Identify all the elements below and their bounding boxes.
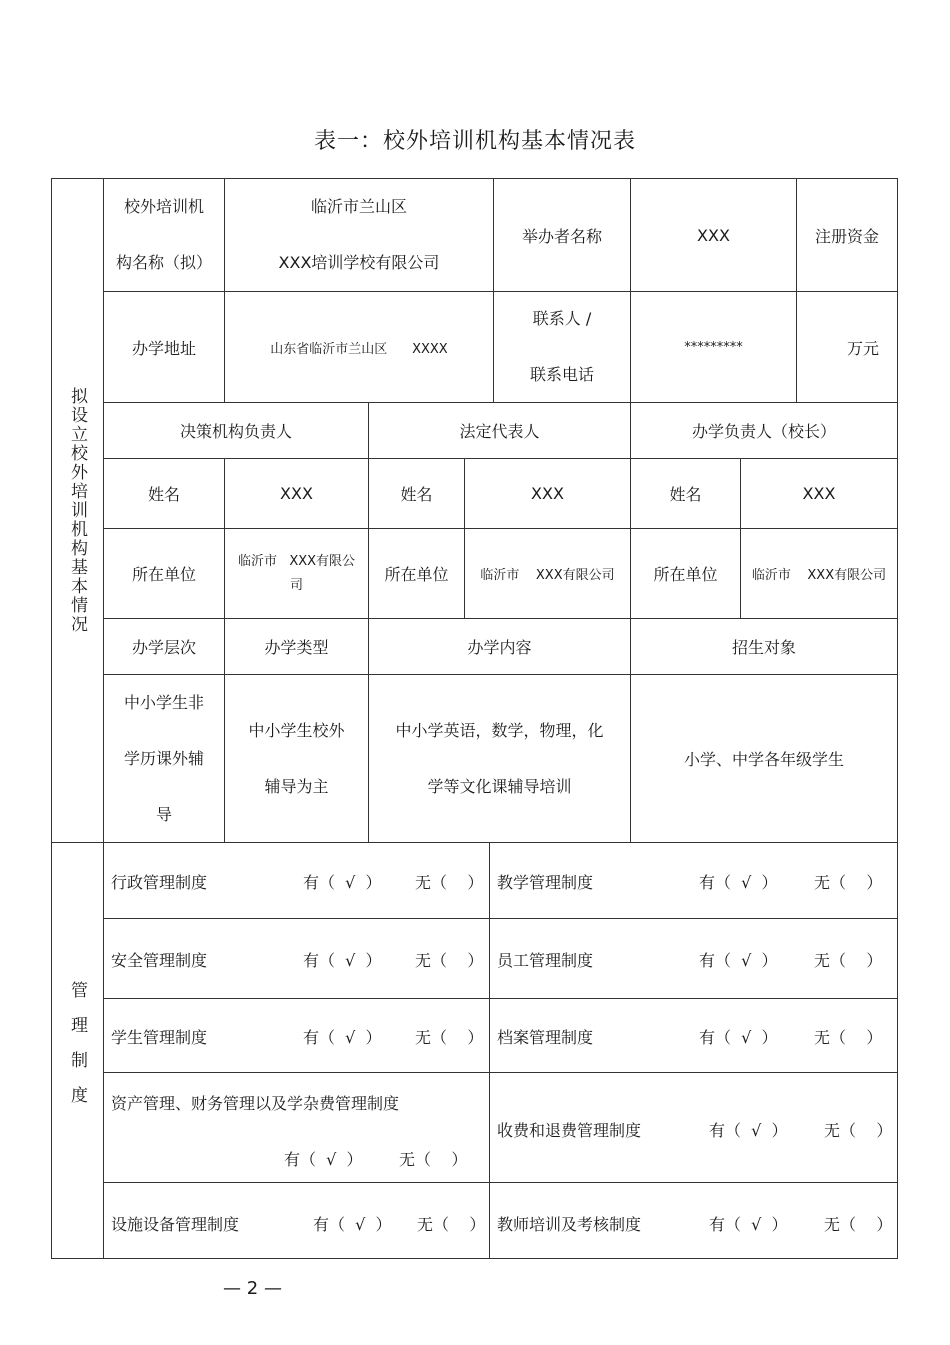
type-value-cell xyxy=(224,674,368,842)
legal-unit-value: 临沂市 XXX有限公司 xyxy=(480,568,615,583)
mgmt-training-yes: 有（ √ ） xyxy=(709,1215,788,1234)
principal-name-label: 姓名 xyxy=(669,485,702,504)
mgmt-finance-no: 无（ ） xyxy=(399,1150,468,1169)
capital-label: 注册资金 xyxy=(814,226,879,246)
mgmt-training-label: 教师培训及考核制度 xyxy=(497,1215,642,1234)
level-value-line1: 中小学生非 xyxy=(123,692,204,712)
legal-rep-cell xyxy=(368,402,630,458)
legal-unit-label: 所在单位 xyxy=(384,565,449,584)
decision-unit-line1: 临沂市 XXX有限公 xyxy=(237,553,356,569)
mgmt-staff-no: 无（ ） xyxy=(814,951,883,970)
mgmt-student-no: 无（ ） xyxy=(415,1028,484,1047)
mgmt-archive-yes: 有（ √ ） xyxy=(699,1028,778,1047)
mgmt-admin-yes: 有（ √ ） xyxy=(303,873,382,892)
mgmt-admin-label: 行政管理制度 xyxy=(111,873,208,892)
mgmt-student-yes: 有（ √ ） xyxy=(303,1028,382,1047)
content-value-line1: 中小学英语，数学，物理，化 xyxy=(395,720,604,740)
content-label-cell xyxy=(368,618,630,674)
principal-label: 办学负责人（校长） xyxy=(691,422,836,441)
mgmt-staff-label: 员工管理制度 xyxy=(497,951,594,970)
mgmt-refund-yes: 有（ √ ） xyxy=(709,1121,788,1140)
legal-unit-label-cell xyxy=(368,528,464,618)
contact-value-cell xyxy=(630,291,796,402)
mgmt-safety-label: 安全管理制度 xyxy=(111,951,208,970)
page-number: — 2 — xyxy=(223,1278,282,1299)
contact-value: ********* xyxy=(684,339,743,355)
org-name-label-line1: 校外培训机 xyxy=(123,197,204,216)
address-value-cell xyxy=(224,291,493,402)
org-name-label-line2: 构名称（拟） xyxy=(115,253,212,272)
legal-rep-label: 法定代表人 xyxy=(459,422,540,441)
decision-unit-label-cell xyxy=(103,528,224,618)
mgmt-facility-no: 无（ ） xyxy=(417,1215,486,1234)
principal-unit-value-cell xyxy=(740,528,898,618)
address-label-cell xyxy=(103,291,224,402)
decision-name-value-cell xyxy=(224,458,368,528)
target-value-cell xyxy=(630,674,898,842)
mgmt-admin-no: 无（ ） xyxy=(415,873,484,892)
mgmt-finance-yes: 有（ √ ） xyxy=(284,1150,363,1169)
content-value-line2: 学等文化课辅导培训 xyxy=(427,776,572,796)
target-label-cell xyxy=(630,618,898,674)
mgmt-refund-label: 收费和退费管理制度 xyxy=(497,1121,642,1140)
capital-unit-cell xyxy=(796,291,898,402)
principal-unit-label: 所在单位 xyxy=(653,565,718,584)
legal-name-label-cell xyxy=(368,458,464,528)
legal-name-value: XXX xyxy=(531,484,564,503)
capital-unit: 万元 xyxy=(846,338,879,358)
mgmt-facility-yes: 有（ √ ） xyxy=(313,1215,392,1234)
mgmt-teaching-label: 教学管理制度 xyxy=(497,873,594,892)
decision-name-label-cell xyxy=(103,458,224,528)
decision-unit-value-cell xyxy=(224,528,368,618)
mgmt-refund-no: 无（ ） xyxy=(824,1121,893,1140)
mgmt-finance-label: 资产管理、财务管理以及学杂费管理制度 xyxy=(111,1094,400,1113)
level-value-line3: 导 xyxy=(155,804,172,824)
mgmt-staff-yes: 有（ √ ） xyxy=(699,951,778,970)
legal-name-label: 姓名 xyxy=(400,485,433,504)
target-label: 招生对象 xyxy=(731,638,796,657)
mgmt-student-label: 学生管理制度 xyxy=(111,1028,208,1047)
level-label: 办学层次 xyxy=(131,638,196,657)
sponsor-label-cell xyxy=(493,178,630,291)
contact-label-line2: 联系电话 xyxy=(529,365,594,384)
mgmt-teaching-yes: 有（ √ ） xyxy=(699,873,778,892)
type-value-line1: 中小学生校外 xyxy=(248,720,345,740)
sponsor-label: 举办者名称 xyxy=(521,226,602,246)
mgmt-archive-label: 档案管理制度 xyxy=(497,1028,594,1047)
capital-label-cell xyxy=(796,178,898,291)
org-name-value-line2: XXX培训学校有限公司 xyxy=(278,253,440,272)
target-value: 小学、中学各年级学生 xyxy=(683,750,844,769)
address-value: 山东省临沂市兰山区 XXXX xyxy=(270,341,448,357)
mgmt-archive-no: 无（ ） xyxy=(814,1028,883,1047)
org-name-value-cell xyxy=(224,178,493,291)
decision-name-label: 姓名 xyxy=(147,485,180,504)
legal-unit-value-cell xyxy=(464,528,630,618)
mgmt-safety-yes: 有（ √ ） xyxy=(303,951,382,970)
principal-unit-value: 临沂市 XXX有限公司 xyxy=(751,568,887,583)
decision-unit-label: 所在单位 xyxy=(131,565,196,584)
level-value-line2: 学历课外辅 xyxy=(123,748,204,768)
org-name-label-cell xyxy=(103,178,224,291)
decision-name-value: XXX xyxy=(280,484,313,503)
type-label: 办学类型 xyxy=(264,638,329,657)
mgmt-facility-label: 设施设备管理制度 xyxy=(111,1215,240,1234)
mgmt-training-no: 无（ ） xyxy=(824,1215,893,1234)
type-label-cell xyxy=(224,618,368,674)
section1-label: 拟设立校外培训机构基本情况 xyxy=(67,387,87,634)
sponsor-value-cell xyxy=(630,178,796,291)
principal-name-label-cell xyxy=(630,458,740,528)
contact-label-line1: 联系人 / xyxy=(532,309,592,328)
address-label: 办学地址 xyxy=(131,338,196,358)
content-label: 办学内容 xyxy=(467,638,532,657)
level-value-cell xyxy=(103,674,224,842)
decision-head-label: 决策机构负责人 xyxy=(179,422,292,441)
principal-name-value-cell xyxy=(740,458,898,528)
org-name-value-line1: 临沂市兰山区 xyxy=(310,197,407,216)
legal-name-value-cell xyxy=(464,458,630,528)
type-value-line2: 辅导为主 xyxy=(264,776,329,796)
level-label-cell xyxy=(103,618,224,674)
contact-label-cell xyxy=(493,291,630,402)
section2-label: 管理制度 xyxy=(67,980,87,1121)
principal-name-value: XXX xyxy=(802,484,836,503)
content-value-cell xyxy=(368,674,630,842)
mgmt-safety-no: 无（ ） xyxy=(415,951,484,970)
section1-label-cell xyxy=(51,178,103,842)
decision-unit-line2: 司 xyxy=(289,577,303,593)
principal-cell xyxy=(630,402,898,458)
principal-unit-label-cell xyxy=(630,528,740,618)
sponsor-value: XXX xyxy=(697,225,730,245)
decision-head-cell xyxy=(103,402,368,458)
mgmt-teaching-no: 无（ ） xyxy=(814,873,883,892)
section2-label-cell xyxy=(51,842,103,1259)
page-title: 表一：校外培训机构基本情况表 xyxy=(313,129,636,154)
